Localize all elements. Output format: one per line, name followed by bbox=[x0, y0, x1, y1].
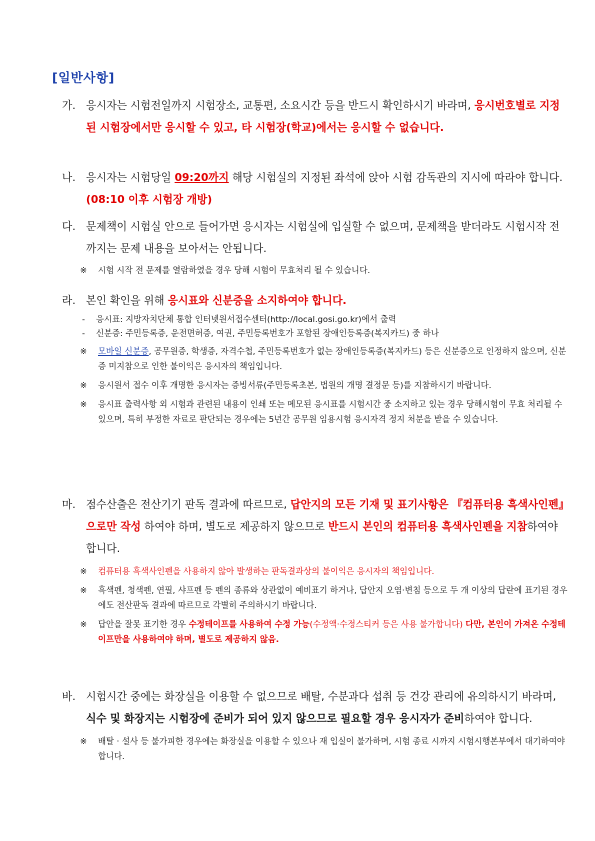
item-ba bbox=[62, 686, 568, 764]
emphasis-text: 식수 및 화장지는 시험장에 준비가 되어 있지 않으므로 필요할 경우 응시자가 준비 bbox=[86, 713, 465, 725]
dash-marker: - bbox=[82, 314, 85, 324]
item-text: 문제책이 시험실 안으로 들어가면 응시자는 시험실에 입실할 수 없으며, 문제책을 받더라도 시험시작 전까지는 문제 내용을 보아서는 안됩니다. bbox=[86, 221, 560, 255]
section-title: [일반사항] bbox=[52, 70, 115, 85]
note-marker: ※ bbox=[80, 399, 87, 409]
item-ga bbox=[62, 95, 568, 139]
item-ra bbox=[62, 290, 568, 427]
mobile-id-link[interactable]: 모바일 신분증 bbox=[98, 346, 149, 356]
emphasis-text: 답안지의 모든 기재 및 표기사항은 『컴퓨터용 흑색사인펜』으로만 작성 bbox=[86, 499, 564, 533]
emphasis-text: 응시표와 신분증을 소지하여야 합니다. bbox=[167, 295, 347, 307]
item-text: 하여야 합니다. bbox=[86, 521, 558, 555]
note-marker: ※ bbox=[80, 736, 87, 746]
note-marker: ※ bbox=[80, 265, 87, 275]
note-marker: ※ bbox=[80, 566, 87, 576]
item-text: 하여야 합니다. bbox=[464, 713, 533, 725]
emphasis-text: 다만, 본인이 가져온 수정테이프만을 사용하여야 하며, 별도로 제공하지 않음. bbox=[98, 619, 566, 644]
item-marker: 나. bbox=[62, 172, 76, 184]
note-text: , 공무원증, 학생증, 자격수첩, 주민등록번호가 없는 장애인등록증(복지카드) 등은 신분증으로 인정하지 않으며, 신분증 미지참으로 인한 불이익은 응시자의 책임입니다. bbox=[98, 346, 567, 371]
item-marker: 가. bbox=[62, 100, 76, 112]
note-text: 응시표 출력사항 외 시험과 관련된 내용이 인쇄 또는 메모된 응시표를 시험시간 중 소지하고 있는 경우 당해시험이 무효 처리될 수 있으며, 특히 부정한 자료로 판단되는 경우에는 5년간 공무원 임용시험 응시자격 정지 처분을 받을 수 있습니다. bbox=[98, 399, 563, 424]
note-marker: ※ bbox=[80, 346, 87, 356]
note-marker: ※ bbox=[80, 585, 87, 595]
note-text: 응시원서 접수 이후 개명한 응시자는 증빙서류(주민등록초본, 법원의 개명 결정문 등)를 지참하시기 바랍니다. bbox=[98, 380, 492, 390]
id-card-info: 신분증: 주민등록증, 운전면허증, 여권, 주민등록번호가 포함된 장애인등록증(복지카드) 중 하나 bbox=[96, 328, 439, 338]
item-text: 응시자는 시험전일까지 시험장소, 교통편, 소요시간 등을 반드시 확인하시기 바라며, bbox=[86, 100, 471, 112]
item-ma bbox=[62, 494, 568, 647]
item-text: 하여야 하며, 별도로 제공하지 않으므로 bbox=[144, 521, 325, 533]
item-text: 점수산출은 전산기기 판독 결과에 따르므로, bbox=[86, 499, 288, 511]
admission-ticket-info: 응시표: 지방자치단체 통합 인터넷원서접수센터(http://local.gosi.go.kr)에서 출력 bbox=[96, 314, 397, 324]
item-text: 본인 확인을 위해 bbox=[86, 295, 165, 307]
item-marker: 바. bbox=[62, 691, 76, 703]
dash-marker: - bbox=[82, 328, 85, 338]
item-na bbox=[62, 167, 568, 211]
note-text: 컴퓨터용 흑색사인펜을 사용하지 않아 발생하는 판독결과상의 불이익은 응시자의 책임입니다. bbox=[98, 566, 435, 576]
item-marker: 다. bbox=[62, 221, 76, 233]
note-text: 시험 시작 전 문제를 열람하였을 경우 당해 시험이 무효처리 될 수 있습니다. bbox=[98, 265, 371, 275]
item-marker: 마. bbox=[62, 499, 76, 511]
item-da bbox=[62, 216, 568, 278]
item-text: 응시자는 시험당일 bbox=[86, 172, 172, 184]
note-text: (수정액·수정스티커 등은 사용 불가합니다) bbox=[309, 619, 463, 629]
note-marker: ※ bbox=[80, 380, 87, 390]
item-text: 시험시간 중에는 화장실을 이용할 수 없으므로 배탈, 수분과다 섭취 등 건강 관리에 유의하시기 바라며, bbox=[86, 691, 557, 703]
item-marker: 라. bbox=[62, 295, 76, 307]
note-text: 배탈 · 설사 등 불가피한 경우에는 화장실을 이용할 수 있으나 재 입실이 불가하며, 시험 종료 시까지 시험시행본부에서 대기하여야 합니다. bbox=[98, 736, 565, 761]
note-marker: ※ bbox=[80, 619, 87, 629]
note-text: 흑색펜, 청색펜, 연필, 샤프펜 등 펜의 종류와 상관없이 예비표기 하거나, 답안지 오염·변침 등으로 두 개 이상의 답란에 표기된 경우에도 전산판독 결과에 따르므로 각별히 주의하시기 바랍니다. bbox=[98, 585, 568, 610]
emphasis-text: 응시번호별로 지정된 시험장에서만 응시할 수 있고, 타 시험장(학교)에서는 응시할 수 없습니다. bbox=[86, 100, 560, 134]
item-text: 해당 시험실의 지정된 좌석에 앉아 시험 감독관의 지시에 따라야 합니다. bbox=[232, 172, 563, 184]
time-highlight: 09:20까지 bbox=[174, 172, 229, 184]
emphasis-text: 수정테이프를 사용하여 수정 가능 bbox=[188, 619, 310, 629]
emphasis-text: (08:10 이후 시험장 개방) bbox=[86, 194, 213, 206]
emphasis-text: 반드시 본인의 컴퓨터용 흑색사인펜을 지참 bbox=[328, 521, 528, 533]
note-text: 답안을 잘못 표기한 경우 bbox=[98, 619, 187, 629]
